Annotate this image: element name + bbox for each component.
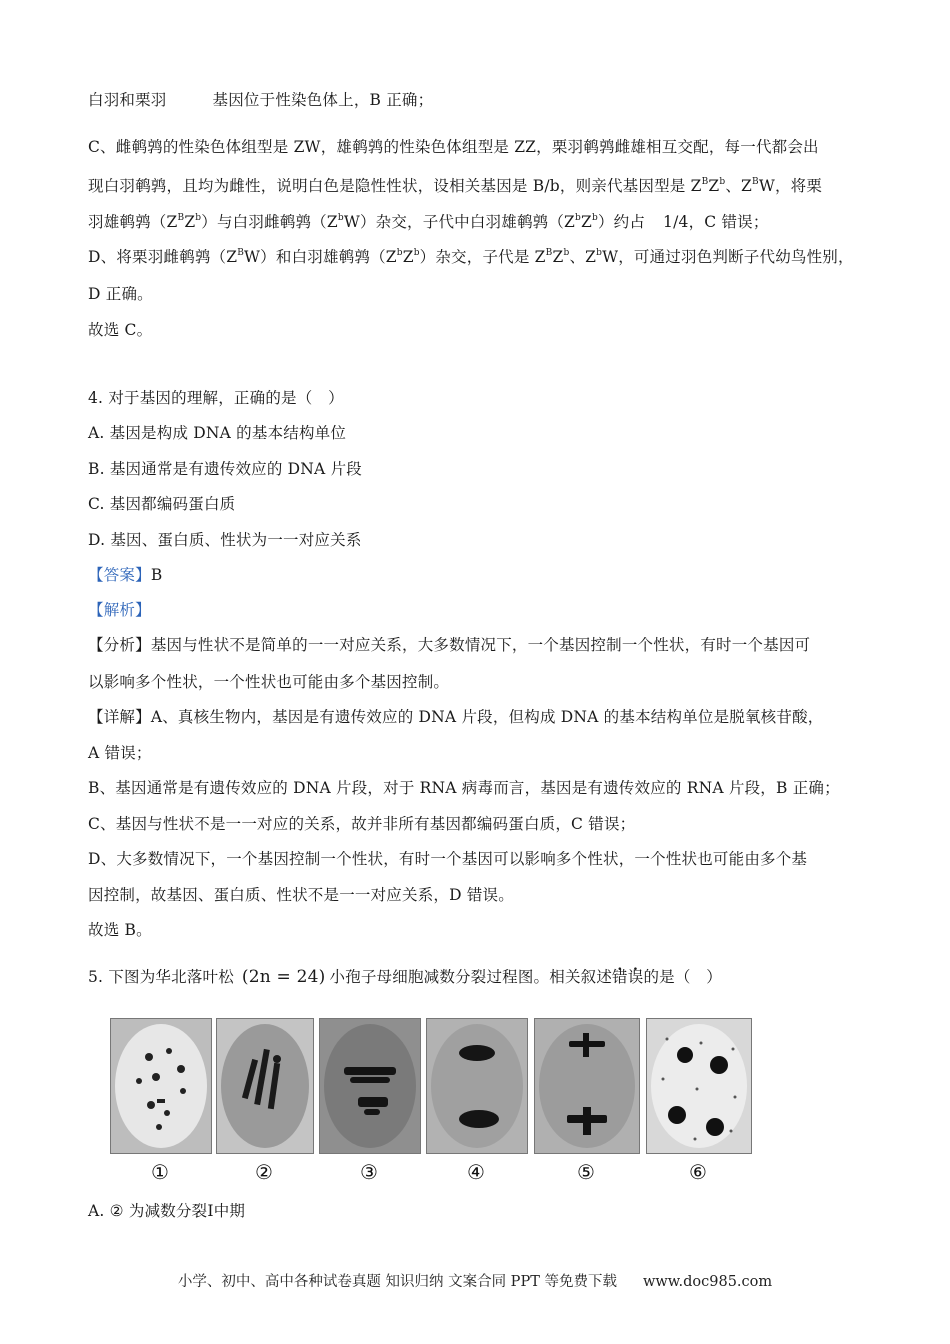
answer-value: B: [150, 566, 163, 584]
cell-3-illustration: [320, 1019, 420, 1153]
detail-line-6: 因控制，故基因、蛋白质、性状不是一一对应关系，D 错误。: [88, 886, 514, 904]
question-5-stem: 5. 下图为华北落叶松 (2n = 24) 小孢子母细胞减数分裂过程图。相关叙述错误的是（ ）: [88, 967, 722, 987]
question-4-option-d: D. 基因、蛋白质、性状为一一对应关系: [88, 531, 362, 549]
footer-url[interactable]: www.doc985.com: [642, 1274, 773, 1290]
detail-line-1: 【详解】A、真核生物内，基因是有遗传效应的 DNA 片段，但构成 DNA 的基本结构单位是脱氧核苷酸，: [88, 708, 824, 726]
question-4-option-c: C. 基因都编码蛋白质: [88, 495, 236, 513]
figure-label-3: ③: [360, 1160, 378, 1184]
meiosis-figure: [110, 1018, 752, 1188]
page-footer: [0, 1270, 950, 1291]
detail-line-2: A 错误；: [88, 744, 152, 762]
answer-line: [88, 565, 162, 585]
figure-label-2: ②: [255, 1160, 273, 1184]
question-5-option-a: A. ② 为减数分裂Ⅰ中期: [88, 1202, 246, 1220]
text-line-5: D、将栗羽雌鹌鹑$(Z^BW)$和白羽雄鹌鹑$(Z^bZ^b)$杂交，子代是 $Z^BZ^b$、$Z^bW$，可通过羽色判断子代幼鸟性别，: [88, 248, 854, 266]
ploidy-formula: (2n = 24): [241, 967, 326, 987]
detail-line-5: D、大多数情况下，一个基因控制一个性状，有时一个基因可以影响多个性状，一个性状也可能由多个基: [88, 850, 808, 868]
text-line-3: 现白羽鹌鹑，且均为雌性，说明白色是隐性性状，设相关基因是 B/b，则亲代基因型是 $Z^BZ^b$、$Z^BW$，将栗: [88, 177, 823, 195]
cell-image-4: [426, 1018, 528, 1154]
figure-label-5: ⑤: [577, 1160, 595, 1184]
footer-text: 小学、初中、高中各种试卷真题 知识归纳 文案合同 PPT 等免费下载: [177, 1274, 617, 1290]
cell-4-illustration: [427, 1019, 527, 1153]
cell-6-illustration: [647, 1019, 751, 1153]
cell-1-illustration: [111, 1019, 211, 1153]
cell-2-illustration: [217, 1019, 313, 1153]
detail-line-4: C、基因与性状不是一一对应的关系，故并非所有基因都编码蛋白质，C 错误；: [88, 815, 636, 833]
question-4-option-b: B. 基因通常是有遗传效应的 DNA 片段: [88, 460, 362, 478]
cell-image-2: [216, 1018, 314, 1154]
question-4-option-a: A. 基因是构成 DNA 的基本结构单位: [88, 424, 347, 442]
cell-image-5: [534, 1018, 640, 1154]
cell-5-illustration: [535, 1019, 639, 1153]
question-4-stem: 4. 对于基因的理解，正确的是（ ）: [88, 389, 344, 407]
analysis-heading: 【解析】: [88, 601, 151, 619]
cell-image-6: [646, 1018, 752, 1154]
figure-label-4: ④: [467, 1160, 485, 1184]
detail-line-3: B、基因通常是有遗传效应的 DNA 片段，对于 RNA 病毒而言，基因是有遗传效应的 RNA 片段，B 正确；: [88, 779, 840, 797]
figure-label-1: ①: [151, 1160, 169, 1184]
analysis-line-1: 【分析】基因与性状不是简单的一一对应关系，大多数情况下，一个基因控制一个性状，有时一个基因可: [88, 636, 811, 654]
text-line-6: D 正确。: [88, 285, 153, 303]
cell-image-3: [319, 1018, 421, 1154]
cell-image-1: [110, 1018, 212, 1154]
text-line-7: 故选 C。: [88, 321, 153, 339]
analysis-line-2: 以影响多个性状，一个性状也可能由多个基因控制。: [88, 673, 450, 691]
text-line-1: 白羽和栗羽 基因位于性染色体上，B 正确；: [88, 91, 434, 109]
answer-tag: 【答案】: [88, 566, 151, 584]
text-line-4: 羽雄鹌鹑$(Z^BZ^b)$与白羽雌鹌鹑$(Z^bW)$杂交，子代中白羽雄鹌鹑$(Z^bZ^b)$约占 1/4，C 错误；: [88, 213, 769, 231]
detail-line-7: 故选 B。: [88, 921, 152, 939]
text-line-2: C、雌鹌鹑的性染色体组型是 ZW，雄鹌鹑的性染色体组型是 ZZ，栗羽鹌鹑雌雄相互交配，每一代都会出: [88, 138, 819, 156]
figure-label-6: ⑥: [689, 1160, 707, 1184]
